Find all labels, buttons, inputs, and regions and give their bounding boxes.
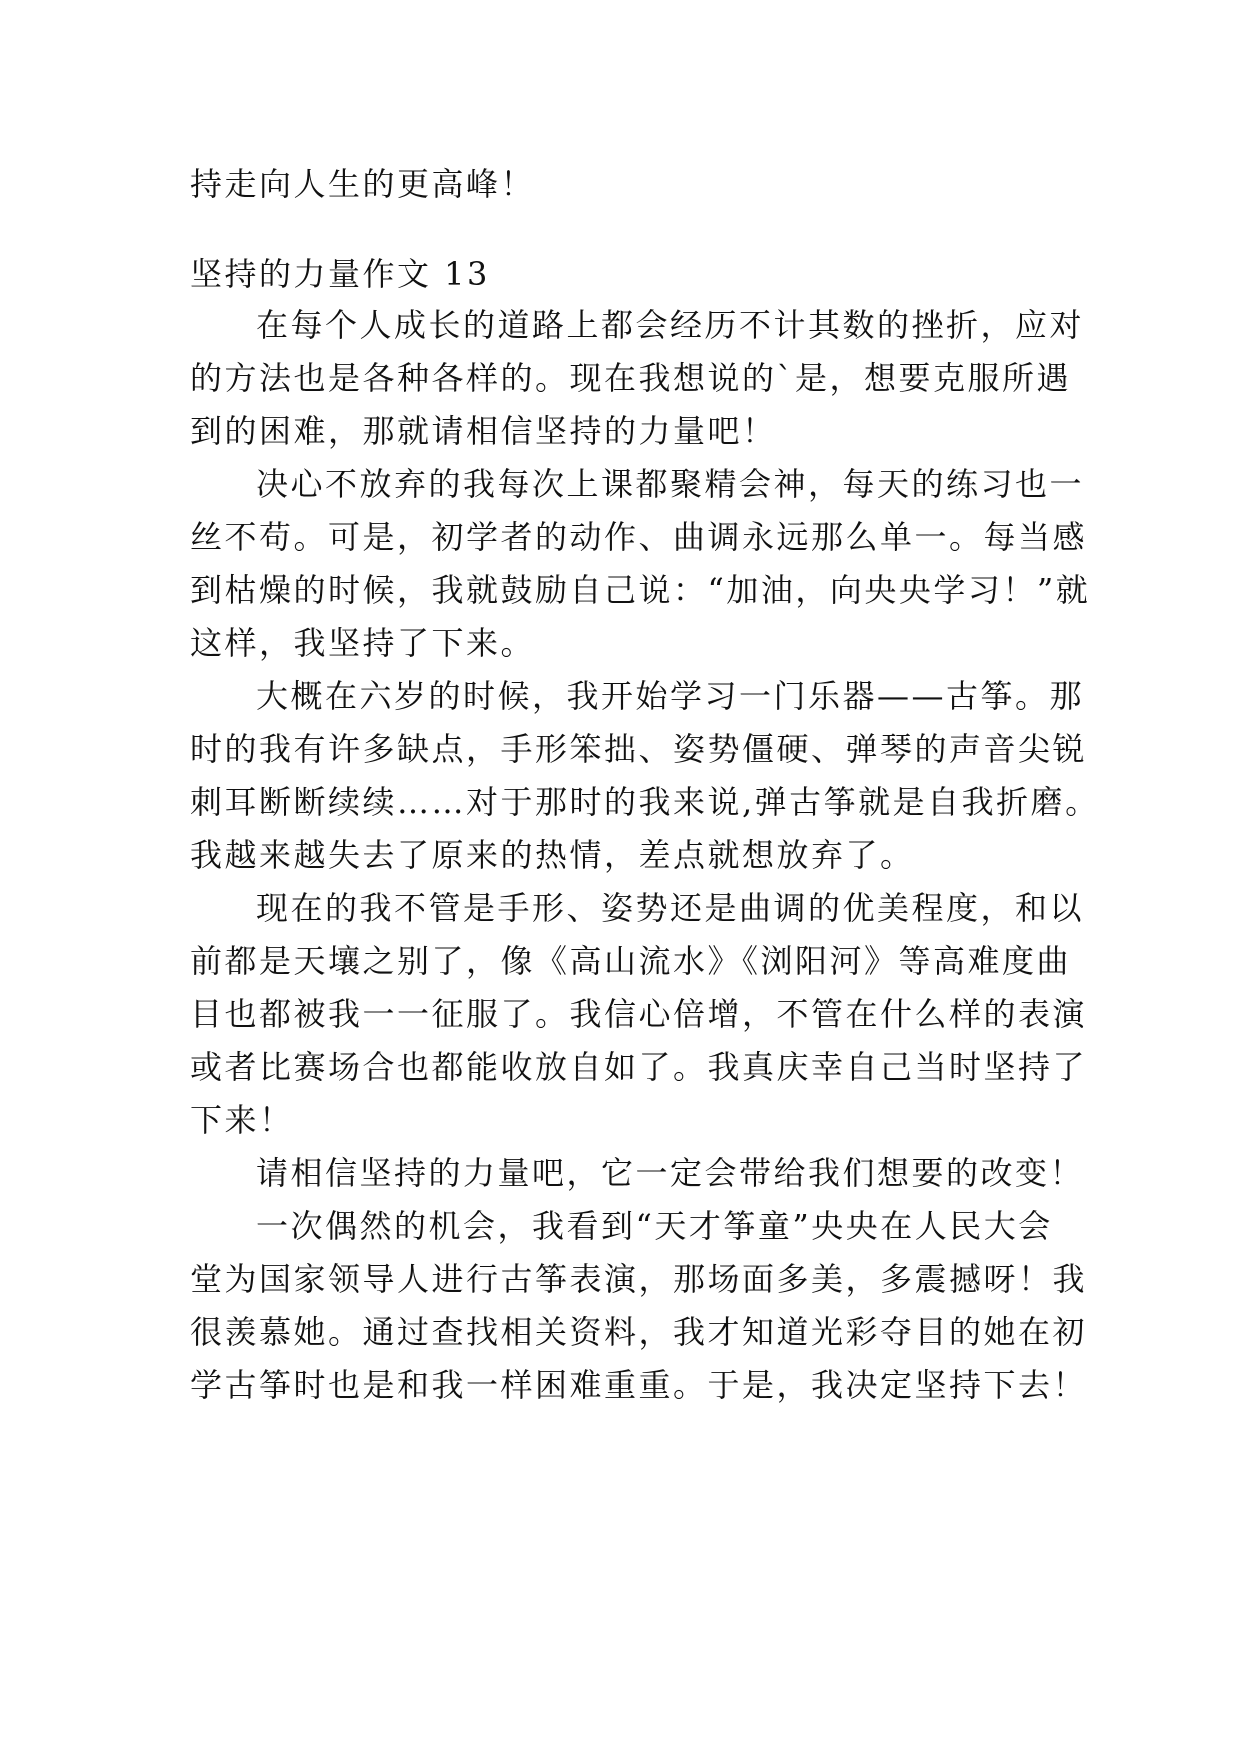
paragraph-line: 很羡慕她。通过查找相关资料，我才知道光彩夺目的她在初 [190,1313,1088,1351]
paragraph-line: 或者比赛场合也都能收放自如了。我真庆幸自己当时坚持了 [190,1048,1088,1086]
essay-title: 坚持的力量作文 13 [190,255,490,293]
paragraph-line: 前都是天壤之别了，像《高山流水》《浏阳河》等高难度曲 [190,942,1072,980]
paragraph-line: 到的困难，那就请相信坚持的力量吧！ [190,412,777,450]
text-line: 持走向人生的更高峰！ [190,165,536,203]
paragraph-line: 请相信坚持的力量吧，它一定会带给我们想要的改变！ [256,1154,1085,1192]
paragraph-line: 目也都被我一一征服了。我信心倍增，不管在什么样的表演 [190,995,1088,1033]
paragraph-line: 下来！ [190,1101,294,1139]
paragraph-line: 学古筝时也是和我一样困难重重。于是，我决定坚持下去！ [190,1366,1088,1404]
paragraph-line: 时的我有许多缺点，手形笨拙、姿势僵硬、弹琴的声音尖锐 [190,730,1088,768]
paragraph-line: 现在的我不管是手形、姿势还是曲调的优美程度，和以 [256,889,1085,927]
paragraph-line: 的方法也是各种各样的。现在我想说的`是，想要克服所遇 [190,359,1072,397]
paragraph-line: 到枯燥的时候，我就鼓励自己说：“加油，向央央学习！”就 [190,571,1091,609]
paragraph-line: 在每个人成长的道路上都会经历不计其数的挫折，应对 [256,306,1085,344]
paragraph-line: 这样，我坚持了下来。 [190,624,536,662]
paragraph-line: 堂为国家领导人进行古筝表演，那场面多美，多震撼呀！我 [190,1260,1088,1298]
paragraph-line: 我越来越失去了原来的热情，差点就想放弃了。 [190,836,915,874]
paragraph-line: 刺耳断断续续……对于那时的我来说,弹古筝就是自我折磨。 [190,783,1100,821]
paragraph-line: 一次偶然的机会，我看到“天才筝童”央央在人民大会 [256,1207,1053,1245]
paragraph-line: 决心不放弃的我每次上课都聚精会神，每天的练习也一 [256,465,1085,503]
paragraph-line: 丝不苟。可是，初学者的动作、曲调永远那么单一。每当感 [190,518,1088,556]
paragraph-line: 大概在六岁的时候，我开始学习一门乐器——古筝。那 [256,677,1085,715]
